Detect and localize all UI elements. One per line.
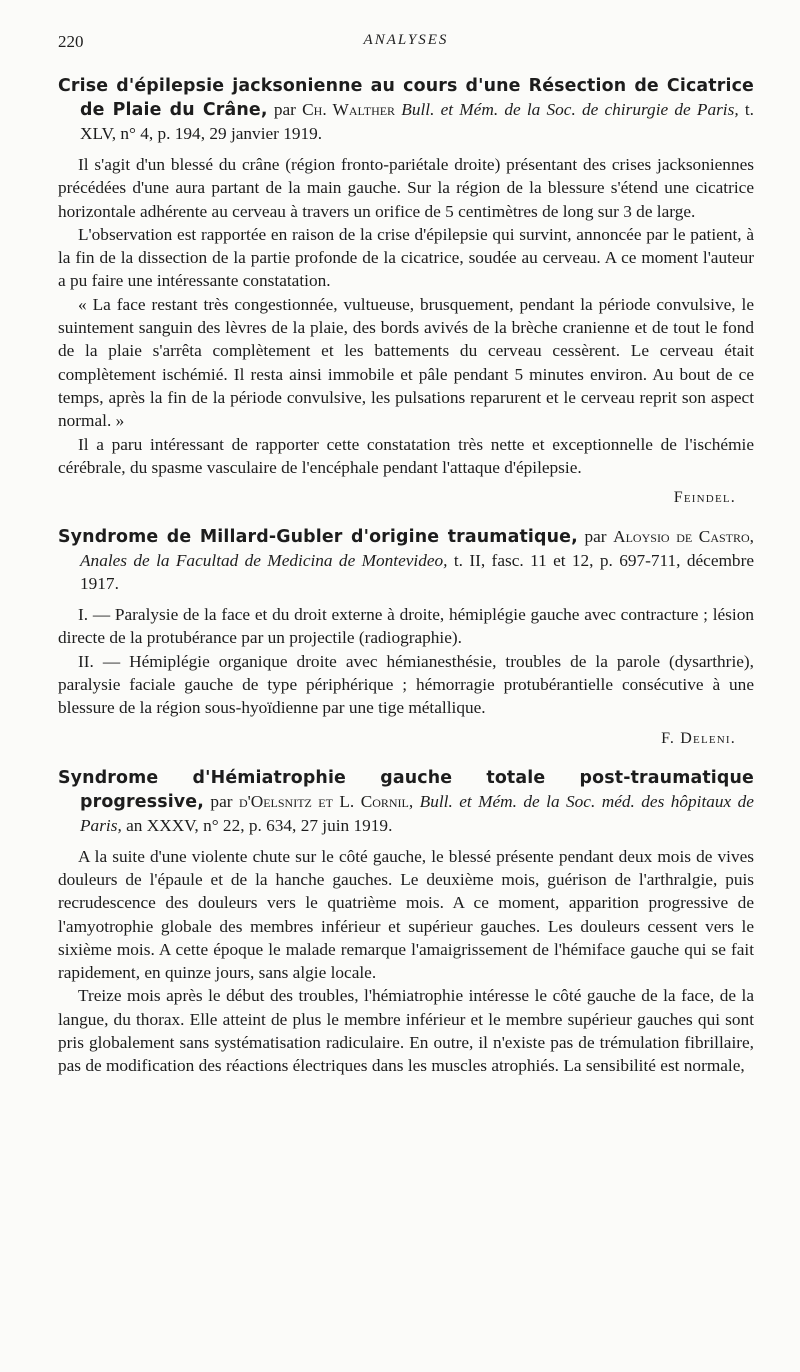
article-de-castro xyxy=(58,525,754,747)
paragraph: L'observation est rapportée en raison de la crise d'épilepsie qui survint, annoncée par le patient, à la fin de la dissection de la partie profonde de la cicatrice, soudée au cerveau. A ce moment l'auteur a pu faire une intéressante constatation. xyxy=(58,224,754,291)
article-citation: an XXXV, n° 22, p. 634, 27 juin 1919. xyxy=(121,815,393,835)
reviewer-signature: Feindel. xyxy=(673,489,736,507)
article-authors: Aloysio de Castro, xyxy=(613,527,754,547)
paragraph: Il s'agit d'un blessé du crâne (région fronto-pariétale droite) présentant des crises jacksoniennes précédées d'une aura partant de la main gauche. Sur la région de la blessure s'étend une cicatrice horizontale adhérente au cerveau à travers un orifice de 5 centimètres de long sur 3 de large. xyxy=(58,155,754,221)
article-citation: t. II, fasc. 11 et 12, p. 697-711, décembre 1917. xyxy=(80,551,754,594)
article-heading xyxy=(58,525,754,595)
article-source: Bull. et Mém. de la Soc. méd. des hôpitaux de Paris, xyxy=(80,791,754,835)
paragraph: Il a paru intéressant de rapporter cette constatation très nette et exceptionnelle de l'ischémie cérébrale, du spasme vasculaire de l'encéphale pendant l'attaque d'épilepsie. xyxy=(58,434,754,477)
article-heading xyxy=(58,766,754,837)
article-title: Syndrome de Millard-Gubler d'origine traumatique, xyxy=(58,527,578,548)
by-word: par xyxy=(204,791,239,811)
paragraph: I. — Paralysie de la face et du droit externe à droite, hémiplégie gauche avec contracture ; lésion directe de la protubérance par un projectile (radiographie). xyxy=(58,605,754,648)
paragraph: II. — Hémiplégie organique droite avec hémianesthésie, troubles de la parole (dysarthrie), paralysie faciale gauche de type périphérique ; hémorragie protubérantielle consécutive à une blessure de la région sous-hyoïdienne par une tige métallique. xyxy=(58,651,754,718)
article-source: Bull. et Mém. de la Soc. de chirurgie de Paris, xyxy=(401,100,739,119)
paragraph: A la suite d'une violente chute sur le côté gauche, le blessé présente pendant deux mois de vives douleurs de l'épaule et de la hanche gauches. Le deuxième mois, guérison de l'arthralgie, puis recrudescence des douleurs vers le quatrième mois. A ce moment, apparition progressive de l'amyotrophie globale des membres inférieur et supérieur gauches. Les douleurs cessent vers le sixième mois. A cette époque le malade remarque l'amaigrissement de l'hémiface gauche qui se fait rapidement, en quinze jours, sans algie locale. xyxy=(58,846,754,983)
article-title: Syndrome d'Hémiatrophie gauche totale post-traumatique progressive, xyxy=(58,767,754,812)
reviewer-signature: F. Deleni. xyxy=(661,729,736,747)
article-citation: t. XLV, n° 4, p. 194, 29 janvier 1919. xyxy=(80,100,754,143)
running-head xyxy=(58,30,754,56)
article-oelsnitz-cornil xyxy=(58,766,754,1078)
article-authors: d'Oelsnitz et L. Cornil, xyxy=(238,791,414,811)
article-authors: Ch. Walther xyxy=(302,100,396,119)
page-number: 220 xyxy=(58,32,84,51)
article-source: Anales de la Facultad de Medicina de Montevideo, xyxy=(80,551,448,571)
page xyxy=(58,30,754,1078)
paragraph: Treize mois après le début des troubles, l'hémiatrophie intéresse le côté gauche de la face, de la langue, du thorax. Elle atteint de plus le membre inférieur et le membre supérieur gauches qui sont pris globalement sans systématisation radiculaire. En outre, il n'existe pas de trémulation fibrillaire, pas de modification des réactions électriques dans les muscles atrophiés. La sensibilité est normale, xyxy=(58,986,754,1076)
journal-title: ANALYSES xyxy=(363,32,449,48)
article-heading xyxy=(58,74,754,145)
article-walther xyxy=(58,74,754,507)
paragraph: « La face restant très congestionnée, vultueuse, brusquement, pendant la période convulsive, le suintement sanguin des lèvres de la plaie, des bords avivés de la brèche cranienne et de tout le fond de la plaie s'arrêta complètement et les battements du cerveau cessèrent. Le cerveau était complètement ischémié. Il resta ainsi immobile et pâle pendant 5 minutes environ. Au bout de ce temps, après la fin de la période convulsive, les pulsations reparurent et le cerveau reprit son aspect normal. » xyxy=(58,294,754,431)
by-word: par xyxy=(267,100,303,119)
article-title: Crise d'épilepsie jacksonienne au cours d'une Résection de Cicatrice de Plaie du Crâne, xyxy=(58,76,754,120)
by-word: par xyxy=(577,527,614,547)
